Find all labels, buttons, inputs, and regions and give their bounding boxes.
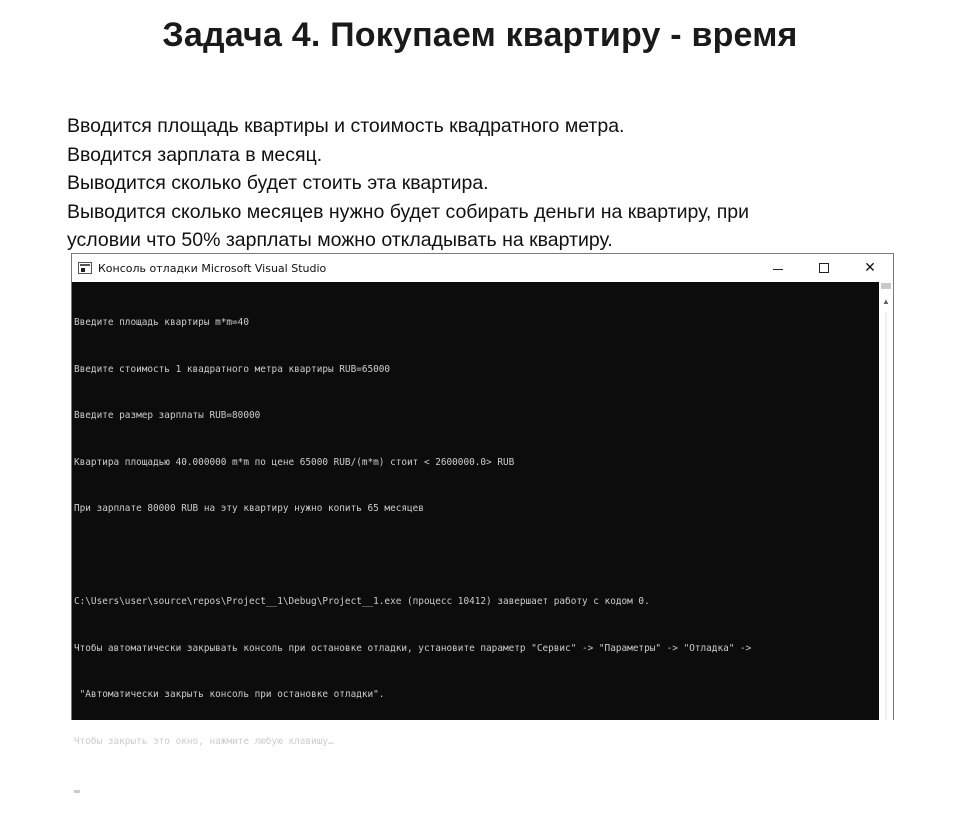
console-line: При зарплате 80000 RUB на эту квартиру нужно копить 65 месяцев <box>74 503 424 514</box>
description-line: Вводится зарплата в месяц. <box>67 143 323 166</box>
description-line: Выводится сколько месяцев нужно будет собирать деньги на квартиру, при <box>67 200 750 223</box>
close-icon: ✕ <box>864 260 876 276</box>
console-app-icon <box>78 262 92 274</box>
description-line: Выводится сколько будет стоить эта квартира. <box>67 172 489 194</box>
description-line: условии что 50% зарплаты можно откладывать на квартиру. <box>67 229 613 251</box>
console-line: Введите площадь квартиры m*m=40 <box>74 317 249 328</box>
console-line: C:\Users\user\source\repos\Project__1\Debug\Project__1.exe (процесс 10412) завершает работу с кодом 0. <box>74 596 650 607</box>
close-button[interactable] <box>847 254 893 282</box>
text-cursor <box>74 790 80 793</box>
scrollbar-track[interactable] <box>885 312 887 720</box>
minimize-icon <box>773 269 783 270</box>
minimize-button[interactable] <box>755 254 801 282</box>
console-line: Квартира площадью 40.000000 m*m по цене 65000 RUB/(m*m) стоит < 2600000.0> RUB <box>74 456 515 468</box>
console-line: Введите размер зарплаты RUB=80000 <box>74 410 261 421</box>
task-description <box>67 112 927 255</box>
description-line: Вводится площадь квартиры и стоимость квадратного метра. <box>67 115 625 137</box>
maximize-icon <box>819 263 829 273</box>
window-titlebar[interactable] <box>72 254 893 282</box>
scrollbar-thumb[interactable] <box>881 283 891 289</box>
slide-title: Задача 4. Покупаем квартиру - время <box>162 16 798 54</box>
console-output[interactable] <box>72 282 879 747</box>
console-line: Чтобы автоматически закрывать консоль при остановке отладки, установите параметр "Сервис" -> "Параметры" -> "Отладка" -> <box>74 642 752 654</box>
window-title: Консоль отладки Microsoft Visual Studio <box>98 261 327 275</box>
console-line: Чтобы закрыть это окно, нажмите любую клавишу… <box>74 735 334 747</box>
maximize-button[interactable] <box>801 254 847 282</box>
console-line <box>74 548 879 564</box>
vertical-scrollbar[interactable] <box>879 282 893 720</box>
scroll-up-arrow-icon[interactable]: ▲ <box>882 296 890 306</box>
console-line: Введите стоимость 1 квадратного метра квартиры RUB=65000 <box>74 363 391 375</box>
debug-console-window[interactable] <box>71 253 894 747</box>
console-line: "Автоматически закрыть консоль при остановке отладки". <box>74 689 385 700</box>
